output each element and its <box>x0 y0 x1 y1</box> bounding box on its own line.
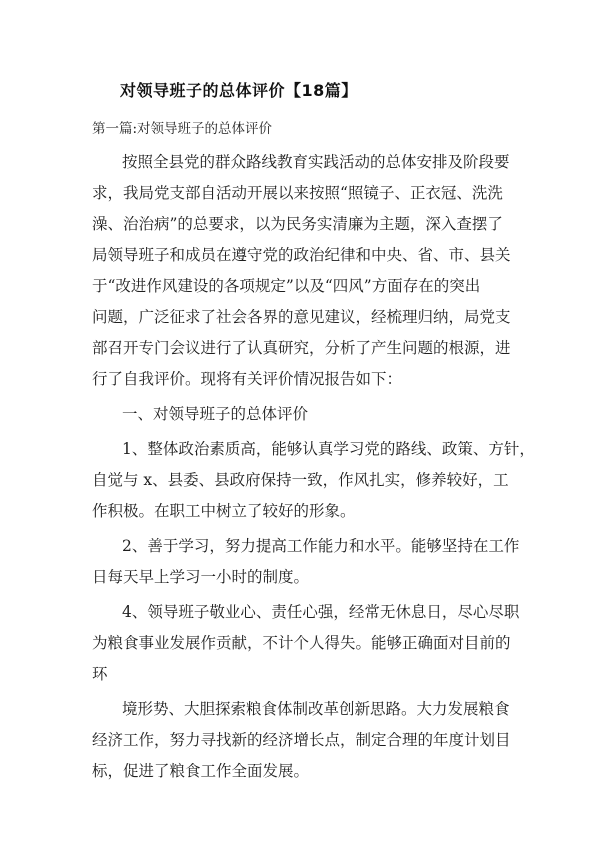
paragraph-line: 求，我局党支部自活动开展以来按照“照镜子、正衣冠、洗洗 <box>92 184 503 202</box>
paragraph-line: 为粮食事业发展作贡献，不计个人得失。能够正确面对目前的 <box>92 634 511 652</box>
paragraph-line: 问题，广泛征求了社会各界的意见建议，经梳理归纳，局党支 <box>92 308 511 326</box>
paragraph-line: 局领导班子和成员在遵守党的政治纪律和中央、省、市、县关 <box>92 246 511 264</box>
paragraph-line: 作积极。在职工中树立了较好的形象。 <box>92 502 356 520</box>
paragraph-line: 行了自我评价。现将有关评价情况报告如下： <box>92 370 403 388</box>
paragraph-line: 自觉与 x、县委、县政府保持一致，作风扎实，修养较好，工 <box>92 471 509 489</box>
paragraph-line: 经济工作，努力寻找新的经济增长点，制定合理的年度计划目 <box>92 731 511 749</box>
paragraph-line: 1、整体政治素质高，能够认真学习党的路线、政策、方针， <box>122 440 535 458</box>
paragraph-line: 澡、治治病”的总要求，以为民务实清廉为主题，深入查摆了 <box>92 215 503 233</box>
document-title: 对领导班子的总体评价【18篇】 <box>120 81 358 100</box>
section-heading: 一、对领导班子的总体评价 <box>122 405 309 423</box>
paragraph-line: 4、领导班子敬业心、责任心强，经常无休息日，尽心尽职 <box>122 603 520 621</box>
paragraph-line: 环 <box>92 665 108 683</box>
paragraph-line: 日每天早上学习一小时的制度。 <box>92 568 310 586</box>
paragraph-line: 标，促进了粮食工作全面发展。 <box>92 762 310 780</box>
paragraph-line: 于“改进作风建设的各项规定”以及“四风”方面存在的突出 <box>92 277 481 295</box>
document-subtitle: 第一篇:对领导班子的总体评价 <box>92 121 273 137</box>
paragraph-line: 部召开专门会议进行了认真研究，分析了产生问题的根源，进 <box>92 339 511 357</box>
paragraph-line: 按照全县党的群众路线教育实践活动的总体安排及阶段要 <box>122 153 510 171</box>
paragraph-line: 境形势、大胆探索粮食体制改革创新思路。大力发展粮食 <box>122 700 510 718</box>
paragraph-line: 2、善于学习，努力提高工作能力和水平。能够坚持在工作 <box>122 537 520 555</box>
